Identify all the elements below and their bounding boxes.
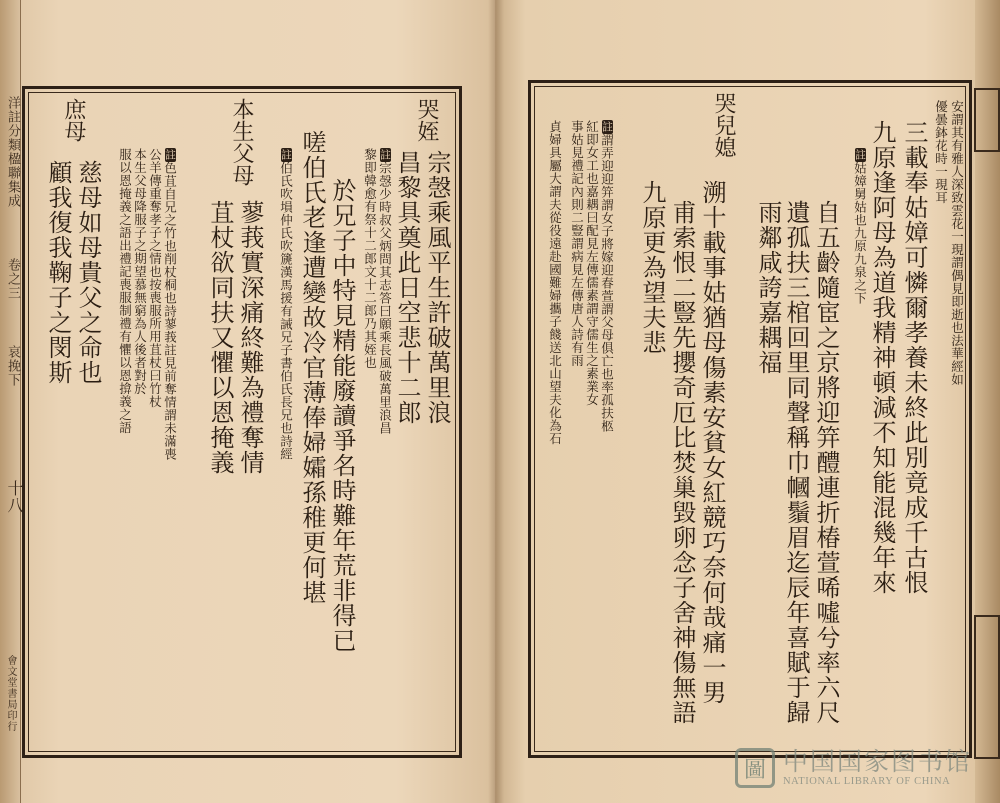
couplet-line: 雨鄰咸誇嘉耦福 [754, 200, 782, 375]
couplet-line: 甫索恨二豎先攖奇厄比焚巢毀卵念子舍神傷無語 [668, 200, 696, 725]
annotation-text: 謂弄迎迎笄謂女子將嫁迎春萱謂父母俱亡也率孤扶柩 [599, 133, 615, 433]
annotation-line: 貞婦具屬大謂夫從役遠赴國難婦攜子餞送北山望夫化為石 [547, 120, 563, 445]
annotation-line: 優曇鉢花時一現耳 [933, 100, 949, 204]
annotation-line: 安謂其有雅人深致雲花一現謂偶見即逝也法華經如 [949, 100, 965, 386]
annotation-text: 宗愨少時叔父炳問其志答曰願乘長風破萬里浪昌 [377, 161, 393, 435]
annotation-text: 姑嫜舅姑也九原九泉之下 [852, 161, 868, 305]
folio-number: 十八 [5, 480, 24, 514]
annotation-line [853, 148, 866, 305]
right-edge-tab [974, 88, 1000, 152]
annotation-mark: 註 [163, 149, 177, 161]
couplet-line: 遺孤扶三棺回里同聲稱巾幗鬚眉迄辰年喜賦于歸 [782, 200, 810, 725]
heading-shu-mu: 庶母 [61, 98, 86, 142]
book-gutter [488, 0, 504, 803]
couplet-line: 顧我復我鞠子之閔斯 [44, 160, 72, 385]
annotation-line: 紅即女工也嘉耦曰配見左傳儒素謂守儒生之素業女 [584, 120, 600, 406]
volume-label: 卷之三 [5, 258, 20, 300]
annotation-line: 事姑見禮記內則二豎謂病見左傳唐人詩有雨 [569, 120, 585, 367]
couplet-line: 於兄子中特見精能廢讀爭名時難年荒非得已 [328, 178, 356, 653]
couplet-line: 九原更為望夫悲 [638, 180, 666, 355]
heading-ben-sheng-fu-mu: 本生父母 [229, 98, 254, 186]
annotation-line: 服以恩掩義之語出禮記喪服制禮有懼以恩揜義之語 [117, 148, 133, 434]
couplet-line: 慈母如母貴父之命也 [74, 160, 102, 385]
annotation-text: 伯氏吹塤仲氏吹篪漢馬援有誡兄子書伯氏長兄也詩經 [278, 161, 294, 461]
section-label: 哀挽下 [5, 345, 20, 387]
watermark-text [783, 749, 972, 786]
annotation-line: 黎即韓愈有祭十二郎文十二郎乃其姪也 [362, 148, 378, 369]
book-title-strip: 洋註分類楹聯集成 [5, 96, 20, 208]
couplet-line: 嗟伯氏老逢遭變故冷官薄俸婦孀孫稚更何堪 [298, 130, 326, 605]
watermark-chinese: 中国国家图书馆 [783, 747, 973, 777]
annotation-line [378, 148, 391, 435]
right-edge-tab-lower [974, 615, 1000, 759]
library-watermark [735, 742, 995, 794]
publisher-label: 會文堂書局印行 [5, 655, 16, 732]
annotation-mark: 註 [600, 121, 614, 133]
annotation-line [279, 148, 292, 461]
annotation-text: 色苴自兄之竹也削杖桐也詩蓼莪註見前奪情謂未滿喪 [162, 161, 178, 461]
annotation-mark: 註 [378, 149, 392, 161]
annotation-mark: 註 [279, 149, 293, 161]
annotation-line: 本生父母降服子之期望慕無窮為人後者對於 [132, 148, 148, 395]
couplet-line: 苴杖欲同扶又懼以恩掩義 [206, 200, 234, 475]
annotation-mark: 註 [853, 149, 867, 161]
couplet-line: 溯十載事姑猶母傷素安貧女紅競巧奈何哉痛一男 [698, 180, 726, 705]
annotation-line [163, 148, 176, 461]
annotation-line: 公羊傳重奪孝子之情也按喪服所用苴杖曰竹杖 [147, 148, 163, 408]
couplet-line: 九原逢阿母為道我精神頓減不知能混幾年來 [868, 120, 896, 595]
couplet-line: 昌黎具奠此日空悲十二郎 [393, 150, 421, 425]
watermark-english: NATIONAL LIBRARY OF CHINA [783, 775, 951, 787]
heading-ku-zhi: 哭姪 [414, 98, 439, 142]
couplet-line: 自五齡隨宦之京將迎笄醴連折椿萱唏噓兮率六尺 [812, 200, 840, 725]
annotation-line [600, 120, 613, 433]
couplet-line: 宗愨乘風平生許破萬里浪 [423, 150, 451, 425]
library-logo-icon: 圖 [735, 748, 775, 788]
couplet-line: 蓼莪實深痛終難為禮奪情 [236, 200, 264, 475]
couplet-line: 三載奉姑嫜可憐爾孝養未終此別竟成千古恨 [900, 120, 928, 595]
heading-ku-er-xi: 哭兒媳 [711, 92, 736, 158]
